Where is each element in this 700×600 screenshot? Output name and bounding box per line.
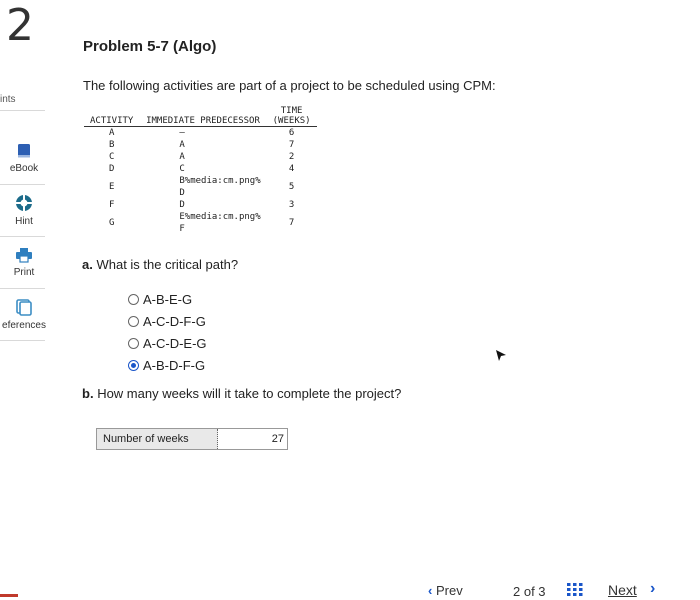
- option-a-b-d-f-g[interactable]: [128, 354, 207, 376]
- cell-activity: F: [108, 200, 115, 210]
- cell-time: 6: [288, 128, 295, 138]
- sidebar-tool-label: eBook: [9, 163, 39, 174]
- option-label: A-C-D-F-G: [143, 313, 206, 329]
- table-row: [84, 151, 317, 163]
- option-a-b-e-g[interactable]: [128, 288, 207, 310]
- table-row: [84, 211, 317, 235]
- option-label: A-C-D-E-G: [143, 335, 207, 351]
- cell-time: 5: [288, 182, 295, 192]
- cell-time: 7: [288, 140, 295, 150]
- question-a: [82, 257, 238, 272]
- sidebar: [0, 0, 55, 600]
- sidebar-divider: [0, 340, 45, 341]
- page-indicator: 2 of 3: [513, 584, 546, 599]
- ebook-icon: [16, 143, 32, 159]
- cell-predecessor: —: [179, 128, 185, 138]
- cell-predecessor: A: [179, 140, 185, 150]
- progress-marker: [0, 594, 18, 597]
- references-icon: [15, 298, 33, 316]
- question-b: [82, 386, 401, 401]
- column-header-predecessor: IMMEDIATE PREDECESSOR: [139, 106, 266, 127]
- weeks-input[interactable]: 27: [218, 429, 287, 449]
- sidebar-tool-label: Print: [13, 267, 35, 278]
- hint-icon: [15, 194, 33, 212]
- sidebar-tool-hint[interactable]: [0, 194, 48, 227]
- cell-predecessor: A: [179, 152, 185, 162]
- sidebar-tool-references[interactable]: [0, 298, 48, 331]
- cell-activity: C: [108, 152, 115, 162]
- sidebar-divider: [0, 184, 45, 185]
- print-icon: [15, 247, 33, 263]
- sidebar-tool-print[interactable]: [0, 247, 48, 278]
- cell-predecessor: B%media:cm.png% D: [179, 176, 261, 198]
- cell-activity: G: [108, 218, 115, 228]
- table-row: [84, 175, 317, 199]
- cell-predecessor: D: [179, 200, 185, 210]
- chevron-right-icon[interactable]: ›: [650, 580, 656, 597]
- problem-intro: The following activities are part of a project to be scheduled using CPM:: [83, 78, 496, 93]
- chevron-left-icon: ‹: [428, 583, 433, 598]
- grid-icon[interactable]: [567, 583, 583, 597]
- radio-button[interactable]: [128, 294, 139, 305]
- column-header-time: [267, 106, 317, 127]
- sidebar-tool-ebook[interactable]: [0, 143, 48, 174]
- table-row: [84, 139, 317, 151]
- question-a-text: What is the critical path?: [96, 257, 239, 272]
- radio-button-selected[interactable]: [128, 360, 139, 371]
- table-row: [84, 127, 317, 140]
- activity-table: [84, 106, 317, 235]
- question-number: 2: [6, 0, 34, 51]
- column-header-time-line1: TIME: [280, 106, 303, 116]
- table-header-row: [84, 106, 317, 127]
- sidebar-tool-label: Hint: [15, 216, 33, 227]
- sidebar-divider: [0, 288, 45, 289]
- cell-predecessor: C: [179, 164, 185, 174]
- prev-label: Prev: [435, 583, 463, 598]
- radio-button[interactable]: [128, 316, 139, 327]
- cell-activity: B: [108, 140, 115, 150]
- option-label: A-B-D-F-G: [143, 357, 206, 373]
- cell-time: 7: [288, 218, 295, 228]
- prev-button[interactable]: [428, 583, 463, 598]
- cell-activity: D: [108, 164, 115, 174]
- column-header-activity: ACTIVITY: [84, 106, 139, 127]
- sidebar-tool-label: eferences: [2, 320, 46, 331]
- points-label: ints: [0, 94, 16, 105]
- sidebar-divider: [0, 236, 45, 237]
- table-row: [84, 163, 317, 175]
- weeks-answer-field: [96, 428, 288, 450]
- cell-activity: A: [108, 128, 115, 138]
- cell-predecessor: E%media:cm.png% F: [179, 212, 261, 234]
- cell-time: 4: [288, 164, 295, 174]
- question-a-prefix: a.: [82, 257, 93, 272]
- table-row: [84, 199, 317, 211]
- critical-path-options: [128, 288, 207, 376]
- question-b-prefix: b.: [82, 386, 94, 401]
- option-a-c-d-e-g[interactable]: [128, 332, 207, 354]
- footer-nav: [0, 578, 700, 600]
- option-a-c-d-f-g[interactable]: [128, 310, 207, 332]
- problem-title: Problem 5-7 (Algo): [83, 38, 217, 55]
- cell-time: 2: [288, 152, 295, 162]
- question-b-text: How many weeks will it take to complete the project?: [97, 386, 402, 401]
- radio-button[interactable]: [128, 338, 139, 349]
- column-header-time-line2: (WEEKS): [272, 116, 311, 126]
- option-label: A-B-E-G: [143, 291, 193, 307]
- weeks-field-label: Number of weeks: [97, 429, 218, 449]
- cell-activity: E: [108, 182, 115, 192]
- mouse-cursor-icon: [495, 349, 507, 363]
- next-button[interactable]: Next: [608, 582, 637, 598]
- sidebar-divider: [0, 110, 45, 111]
- cell-time: 3: [288, 200, 295, 210]
